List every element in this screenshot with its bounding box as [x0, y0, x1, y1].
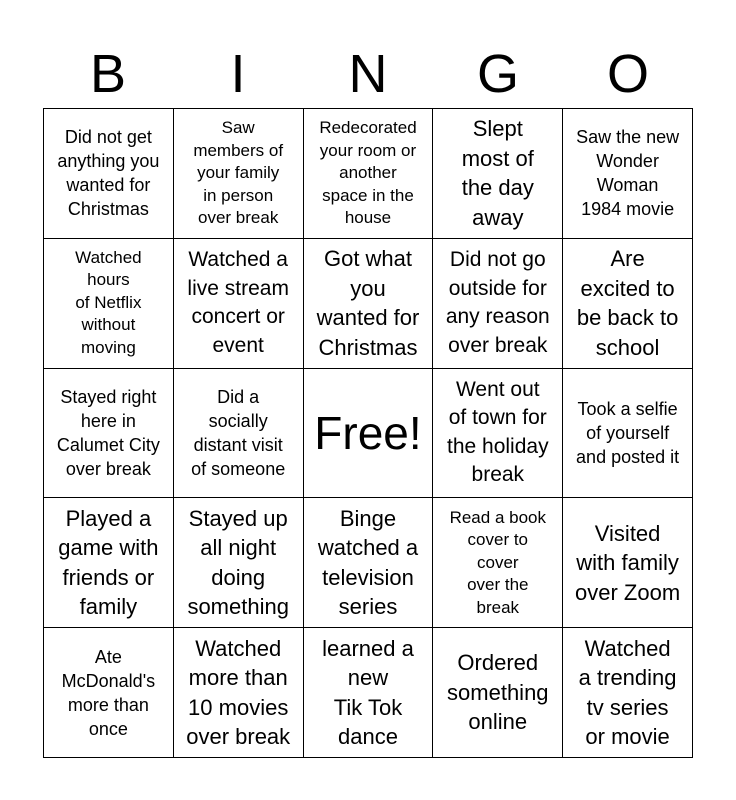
bingo-cell-text: Did not go outside for any reason over break — [445, 248, 550, 357]
bingo-cell-r5-c3[interactable] — [304, 628, 434, 758]
bingo-cell-r5-c5[interactable] — [563, 628, 693, 758]
bingo-cell-r5-c1[interactable] — [44, 628, 174, 758]
bingo-cell-text: Ordered something online — [447, 650, 549, 735]
bingo-cell-r4-c5[interactable] — [563, 498, 693, 628]
bingo-cell-text: Watched more than 10 movies over break — [186, 635, 291, 750]
bingo-cell-text: Visited with family over Zoom — [575, 520, 681, 605]
bingo-cell-r3-c5[interactable] — [563, 369, 693, 499]
bingo-cell-text: learned a new Tik Tok dance — [322, 635, 414, 750]
bingo-cell-text: Stayed up all night doing something — [187, 505, 289, 620]
bingo-cell-r2-c4[interactable] — [433, 239, 563, 369]
bingo-cell-text: Watched a trending tv series or movie — [578, 635, 677, 750]
bingo-cell-text: Played a game with friends or family — [58, 505, 159, 620]
bingo-cell-text: Went out of town for the holiday break — [447, 377, 549, 487]
bingo-cell-r4-c1[interactable] — [44, 498, 174, 628]
bingo-cell-r3-c4[interactable] — [433, 369, 563, 499]
bingo-cell-text: Watched hours of Netflix without moving — [75, 247, 142, 357]
bingo-cell-text: Got what you wanted for Christmas — [316, 246, 420, 360]
bingo-cell-text: Ate McDonald's more than once — [61, 646, 156, 739]
bingo-cell-r1-c5[interactable] — [563, 109, 693, 239]
bingo-cell-text: Are excited to be back to school — [576, 246, 679, 360]
header-letter-b: B — [89, 44, 127, 104]
bingo-cell-r1-c4[interactable] — [433, 109, 563, 239]
bingo-cell-r1-c2[interactable] — [174, 109, 304, 239]
bingo-cell-r5-c4[interactable] — [433, 628, 563, 758]
bingo-cell-text: Did a socially distant visit of someone — [191, 386, 286, 479]
bingo-cell-text: Saw members of your family in person over break — [193, 118, 284, 228]
bingo-cell-text: Slept most of the day away — [461, 116, 534, 230]
bingo-cell-r4-c3[interactable] — [304, 498, 434, 628]
bingo-cell-r4-c4[interactable] — [433, 498, 563, 628]
header-letter-n: N — [348, 44, 388, 104]
bingo-cell-text: Saw the new Wonder Woman 1984 movie — [576, 127, 680, 220]
bingo-cell-text: Read a book cover to cover over the break — [449, 507, 546, 617]
free-space-label: Free! — [314, 406, 422, 459]
header-letter-o: O — [606, 44, 649, 104]
bingo-cell-r2-c3[interactable] — [304, 239, 434, 369]
bingo-cell-r2-c1[interactable] — [44, 239, 174, 369]
header-letter-i: I — [230, 44, 246, 104]
bingo-cell-r1-c1[interactable] — [44, 109, 174, 239]
bingo-cell-text: Took a selfie of yourself and posted it — [576, 398, 680, 467]
bingo-cell-text: Watched a live stream concert or event — [187, 248, 289, 357]
bingo-cell-r1-c3[interactable] — [304, 109, 434, 239]
bingo-cell-text: Binge watched a television series — [317, 505, 419, 620]
bingo-cell-free[interactable] — [304, 369, 434, 499]
bingo-cell-r4-c2[interactable] — [174, 498, 304, 628]
bingo-cell-r3-c2[interactable] — [174, 369, 304, 499]
bingo-header — [43, 40, 693, 108]
bingo-cell-text: Stayed right here in Calumet City over break — [56, 386, 160, 479]
bingo-cell-text: Redecorated your room or another space in the house — [319, 118, 417, 228]
bingo-cell-text: Did not get anything you wanted for Christmas — [57, 127, 160, 220]
header-letter-g: G — [476, 44, 519, 104]
bingo-cell-r2-c5[interactable] — [563, 239, 693, 369]
bingo-cell-r2-c2[interactable] — [174, 239, 304, 369]
bingo-cell-r3-c1[interactable] — [44, 369, 174, 499]
bingo-cell-r5-c2[interactable] — [174, 628, 304, 758]
bingo-grid — [43, 108, 693, 758]
